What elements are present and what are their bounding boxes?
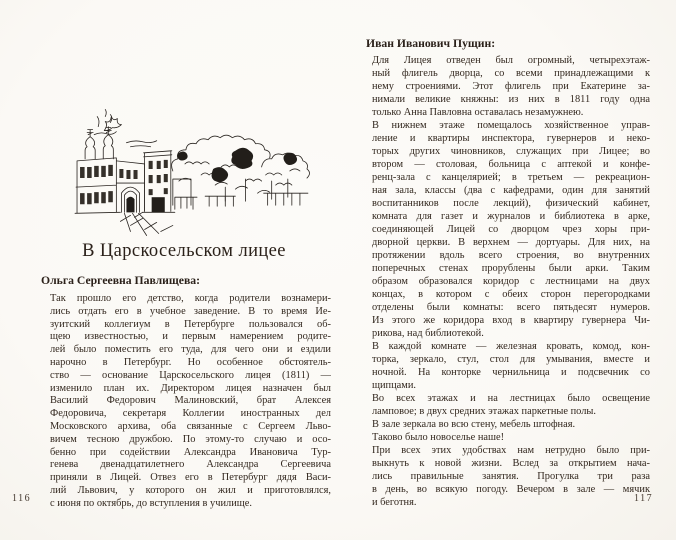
quote-paragraph	[372, 392, 650, 418]
text-line: ная зала, классы (два с кафедрами, один для занятий	[372, 185, 650, 196]
text-line: лись правильные занятия. Прогулка три раза	[372, 471, 650, 482]
text-line: нему строениями. Этот флигель при Екатерине за-	[372, 81, 650, 92]
text-line: В нижнем этаже помещалось хозяйственное управ-	[372, 120, 650, 131]
text-line: втором — столовая, больница с аптекой и конфе-	[372, 159, 650, 170]
text-line: концах, в котором с обеих сторон перегородками	[372, 289, 650, 300]
text-line: щипцами.	[372, 380, 417, 391]
text-line: Во всех этажах и на лестницах было освещение	[372, 393, 650, 404]
text-line: зуитский коллегиум в Петербурге пользовался об-	[50, 318, 331, 330]
text-line: ление и квартиры инспектора, гувернеров и неко-	[372, 133, 650, 144]
text-line: ренц-зала с канцелярией; в третьем — рекреацион-	[372, 172, 650, 183]
text-line: Так прошло его детство, когда родители вознамери-	[50, 293, 331, 304]
text-line: ство — основание Царскосельского лицея (1811) —	[50, 369, 331, 381]
text-line: Таково было новоселье наше!	[372, 432, 505, 443]
text-line: нарочно в Петербург. Но особенное обстоятель-	[50, 356, 331, 368]
text-line: дворной церкви. В верхнем — дортуары. Для них, на	[372, 237, 650, 248]
text-line: ламповое; в двух средних этажах паркетные полы.	[372, 406, 596, 417]
right-page	[338, 0, 676, 540]
text-line: При всех этих удобствах нам нетрудно было при-	[372, 445, 650, 456]
quote-paragraph	[372, 54, 650, 119]
lyceum-sketch-illustration	[74, 108, 310, 240]
page-number-right: 117	[634, 493, 654, 504]
speaker-name-pavlishcheva: Ольга Сергеевна Павлищева:	[41, 274, 200, 287]
text-line: лий Львович, у которого он жил и приготовлялся,	[50, 484, 331, 496]
quote-paragraph	[372, 431, 650, 444]
text-line: в день, во всякую погоду. Вечером в зале — мячик	[372, 484, 650, 495]
text-line: генева двенадцатилетнего Александра Сергеевича	[50, 459, 331, 471]
text-line: и беготня.	[372, 497, 417, 508]
text-line: комната для газет и журналов и библиотека в арке,	[372, 211, 650, 222]
text-line: выкнуть к новой жизни. Вслед за открытием нача-	[372, 458, 650, 469]
text-line: ночной. На конторке чернильница и подсвечник со	[372, 367, 650, 378]
quote-paragraph	[372, 444, 650, 509]
text-line: соединяющей Лицей со дворцом чрез хоры при-	[372, 224, 650, 235]
quote-pushchin	[372, 54, 650, 509]
text-line: торка, зеркало, стул, стол для умывания, вместе и	[372, 354, 650, 365]
text-line: лей было поместить его туда, для чего они и ездили	[50, 344, 331, 356]
text-line: изменило план их. Директором лицея назначен был	[50, 382, 331, 394]
page-number-left: 116	[12, 493, 32, 504]
text-line: Из этого же коридора вход в квартиру гувернера Чи-	[372, 315, 650, 326]
text-line: поперечных стенах прорублены были арки. Таким	[372, 263, 650, 274]
text-line: только Анна Павловна оставалась незамужнею.	[372, 107, 584, 118]
text-line: нимали великие княжны: из них в 1811 году одна	[372, 94, 650, 105]
text-line: с июня по октябрь, до вступления в училище.	[50, 497, 252, 509]
text-line: вичем тесною дружбою. По этому-то случаю и осо-	[50, 433, 331, 445]
text-line: рикова, над библиотекой.	[372, 328, 484, 339]
text-line: ный флигель дворца, со всеми принадлежащими к	[372, 68, 650, 79]
text-line: Для Лицея отведен был огромный, четырехэтаж-	[372, 55, 650, 66]
text-line: отделены были комнаты: всего пятьдесят нумеров.	[372, 302, 650, 313]
text-line: В каждой комнате — железная кровать, комод, кон-	[372, 341, 650, 352]
quote-pavlishcheva	[50, 293, 331, 511]
text-line: торых других чиновников, служащих при Лицее; во	[372, 146, 650, 157]
lyceum-sketch	[74, 108, 310, 240]
text-line: воспитанников после лекций), физический кабинет,	[372, 198, 650, 209]
text-line: бенно при содействии Александра Ивановича Тур-	[50, 446, 331, 458]
text-line: Московского архива, оба связанные с Сергеем Льво-	[50, 420, 331, 432]
text-line: образом образовался коридор с лестницами на двух	[372, 276, 650, 287]
quote-paragraph	[372, 418, 650, 431]
text-line: В зале зеркала во всю стену, мебель штофная.	[372, 419, 576, 430]
text-line: щею известностью, и первым намерением родите-	[50, 331, 331, 343]
text-line: Федоровича, секретаря Коллегии иностранных дел	[50, 408, 331, 420]
quote-paragraph	[372, 119, 650, 340]
speaker-name-pushchin: Иван Иванович Пущин:	[366, 37, 496, 50]
text-line: лись отдать его в учебное заведение. В то время Ие-	[50, 305, 331, 317]
quote-paragraph	[372, 340, 650, 392]
chapter-heading: В Царскосельском лицее	[82, 241, 286, 261]
text-line: Василий Федорович Малиновский, брат Алексея	[50, 395, 331, 407]
text-line: приняли в Лицей. Отвез его в Петербург дядя Васи-	[50, 472, 331, 484]
text-line: протяжении вдоль всего строения, во внутренних	[372, 250, 650, 261]
